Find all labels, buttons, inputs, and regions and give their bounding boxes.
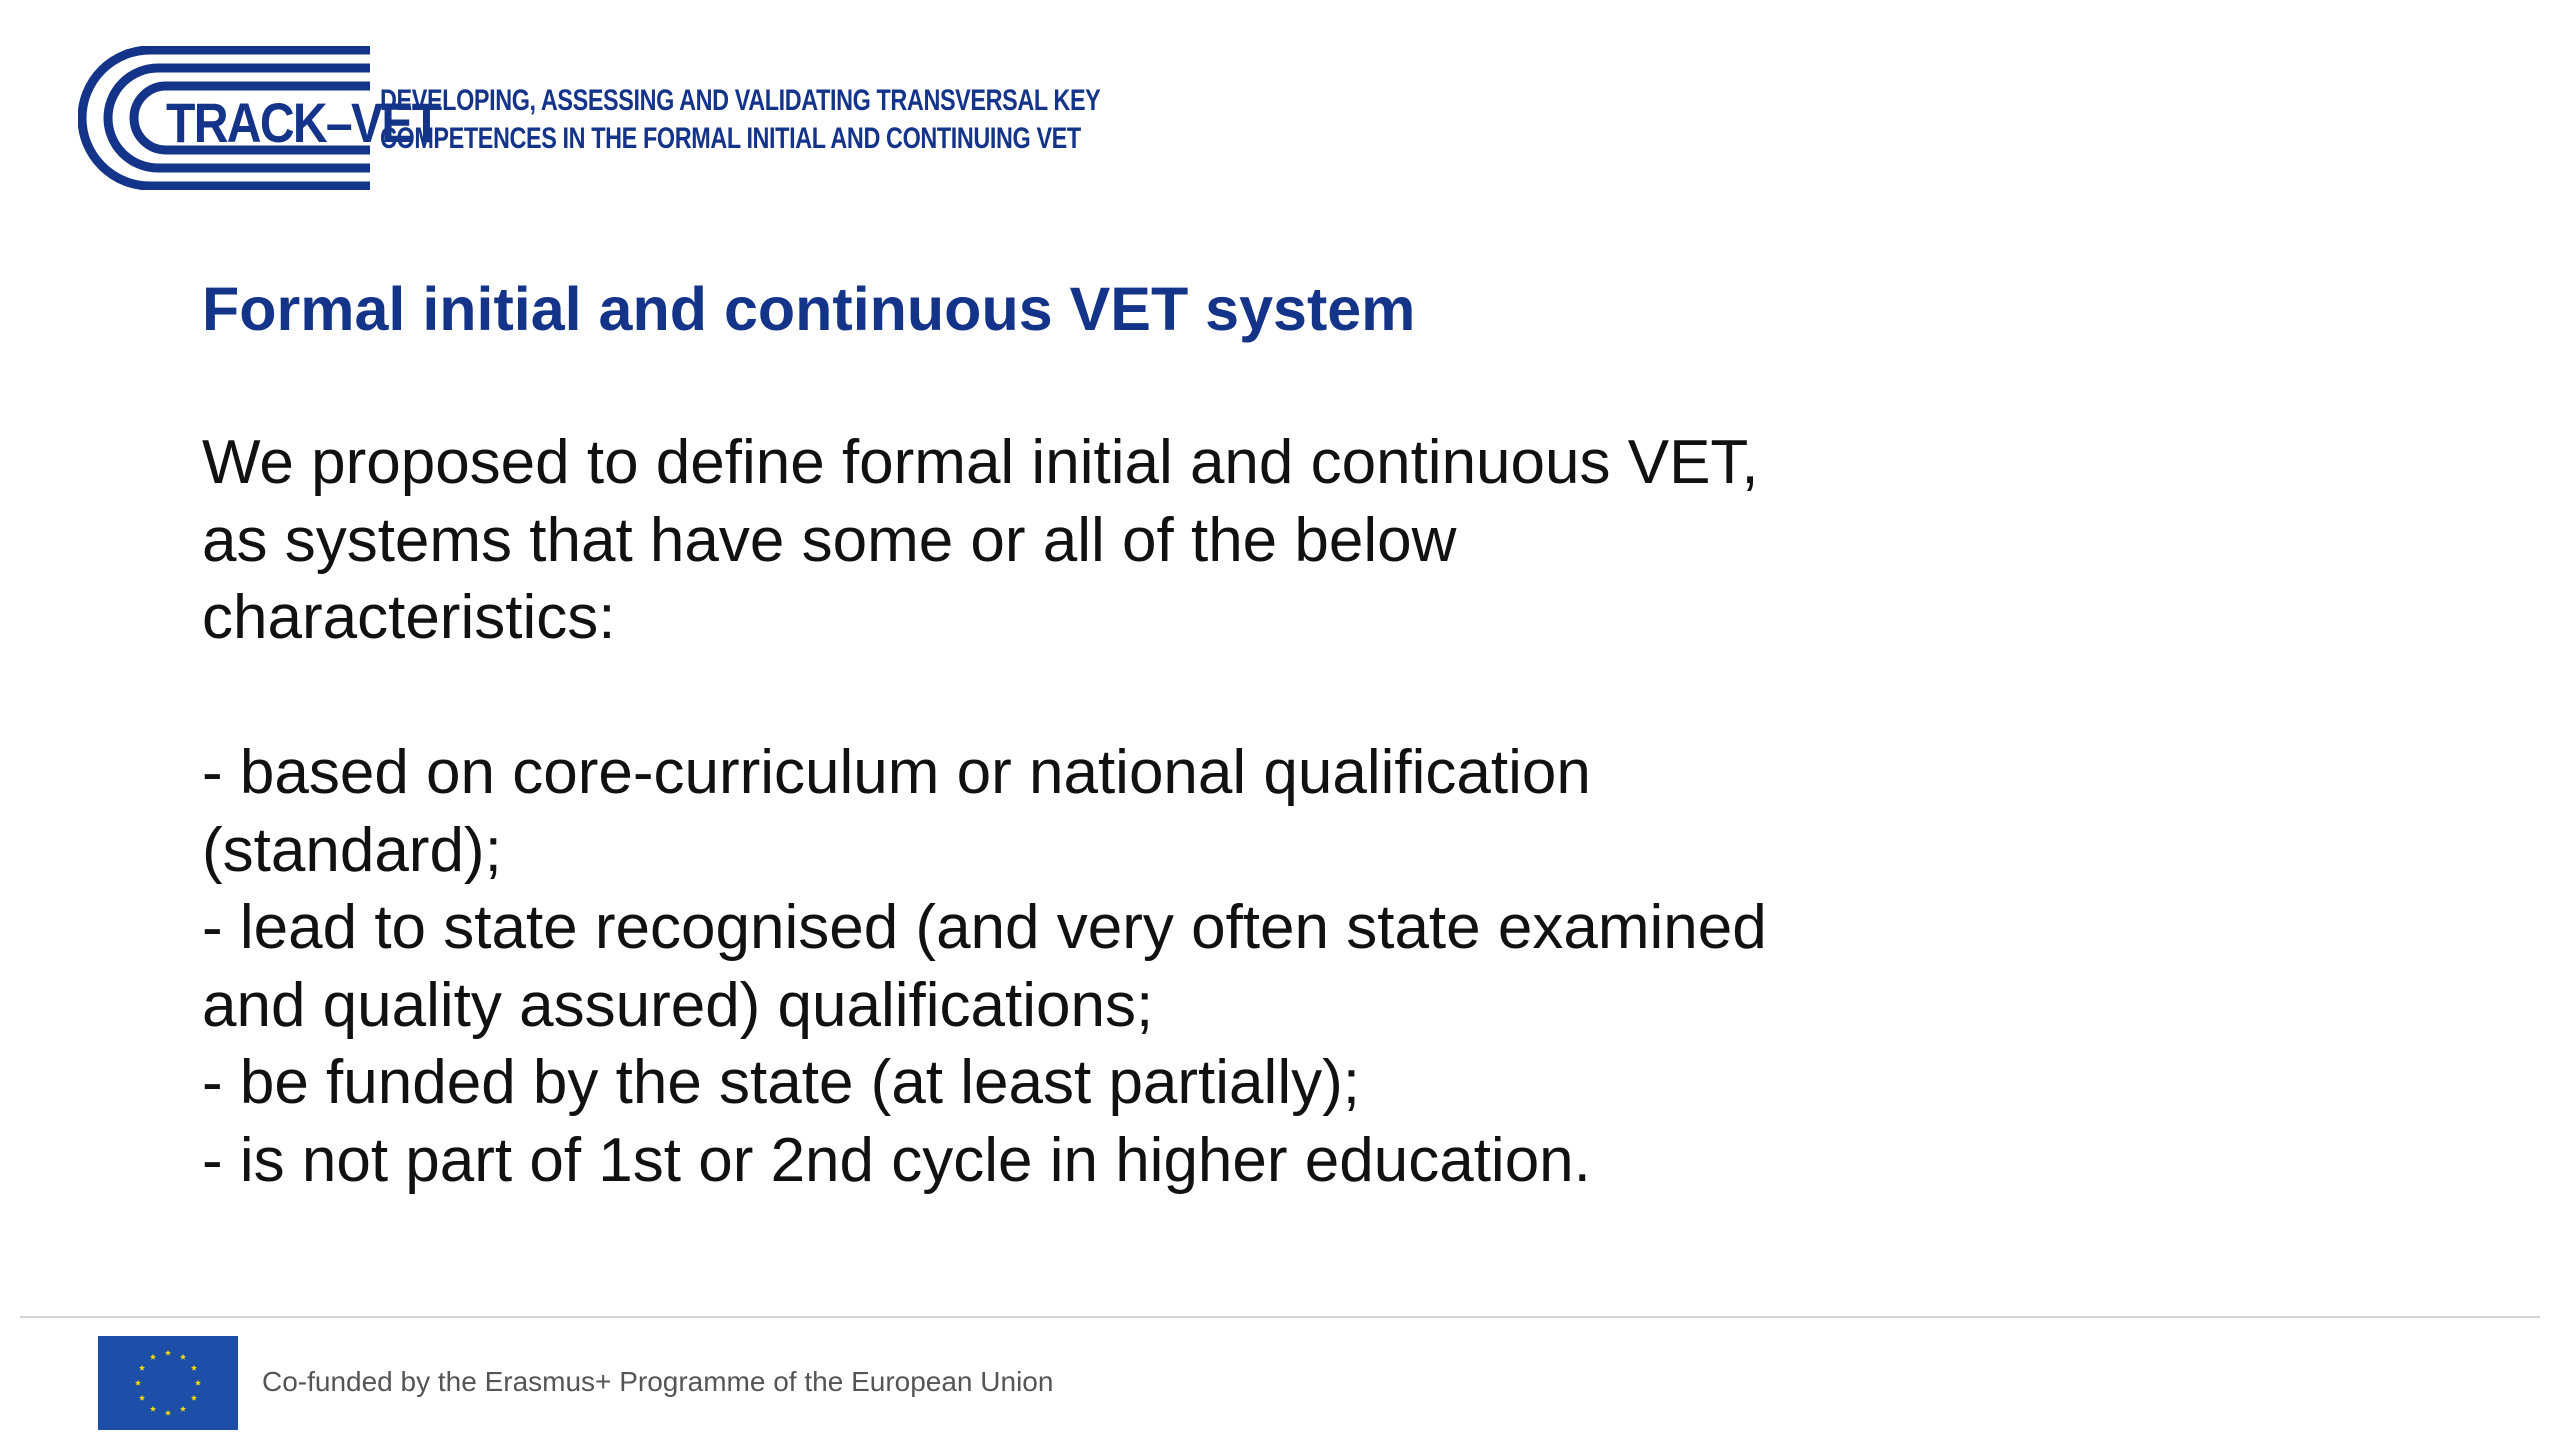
slide-body: [202, 424, 1962, 1199]
bullet-line: - be funded by the state (at least partially);: [202, 1048, 1360, 1117]
header-logo: [78, 46, 1101, 190]
intro-line: characteristics:: [202, 583, 616, 652]
bullet-line: (standard);: [202, 815, 502, 885]
project-tagline: [380, 82, 1100, 158]
paragraph-spacer: [202, 657, 1962, 735]
bullet-line: - based on core-curriculum or national qualification: [202, 738, 1591, 807]
bullet-line: and quality assured) qualifications;: [202, 970, 1154, 1040]
funding-statement: Co-funded by the Erasmus+ Programme of the European Union: [262, 1366, 1054, 1397]
slide-title: Formal initial and continuous VET system: [202, 275, 1416, 343]
footer-divider: [20, 1316, 2540, 1318]
bullet-line: - is not part of 1st or 2nd cycle in higher education.: [202, 1125, 1591, 1195]
intro-line: as systems that have some or all of the below: [202, 505, 1457, 575]
intro-line: We proposed to define formal initial and continuous VET,: [202, 428, 1759, 497]
tagline-line-2: COMPETENCES IN THE FORMAL INITIAL AND CONTINUING VET: [380, 122, 1081, 155]
eu-flag-icon: [98, 1336, 238, 1430]
tagline-line-1: DEVELOPING, ASSESSING AND VALIDATING TRANSVERSAL KEY: [380, 84, 1101, 117]
bullet-line: - lead to state recognised (and very often state examined: [202, 893, 1767, 962]
logo-wordmark: TRACK–VET: [166, 91, 440, 154]
